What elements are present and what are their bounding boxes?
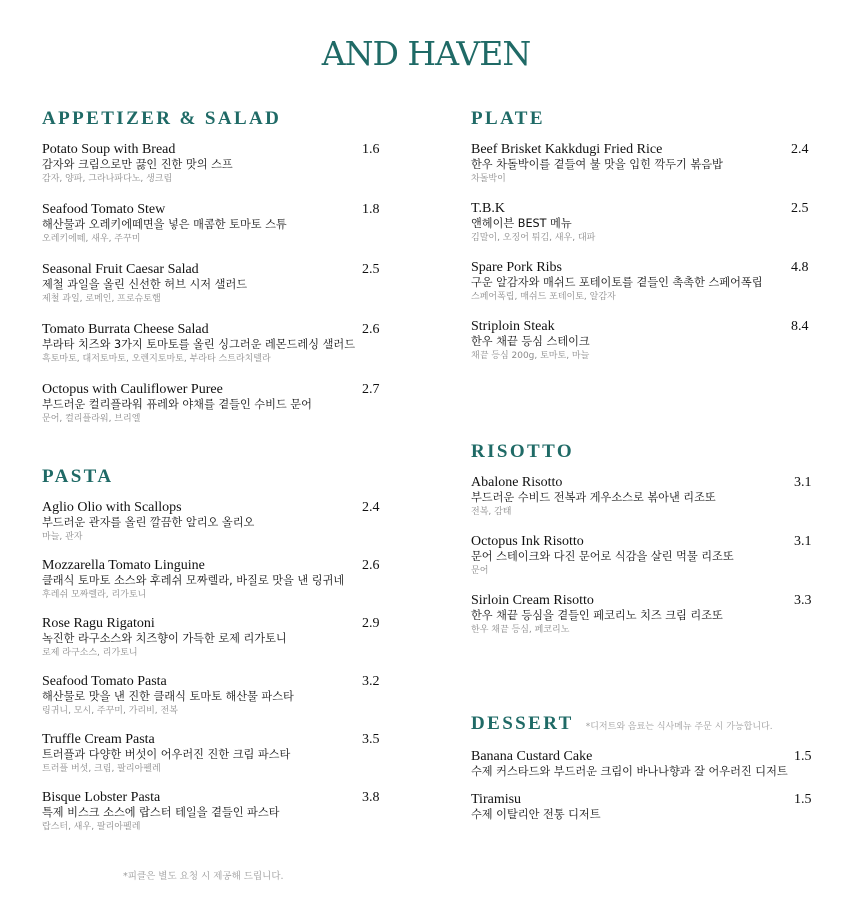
dessert-note: *디저트와 음료는 식사메뉴 주문 시 가능합니다. (585, 722, 773, 732)
menu-item-description: 한우 차돌박이를 곁들여 불 맛을 입힌 깍두기 볶음밥 (471, 158, 723, 171)
menu-item-price: 3.5 (362, 732, 380, 747)
menu-item-ingredients: 문어, 컬리플라워, 브리엘 (42, 414, 141, 424)
menu-item-description: 앤헤이븐 BEST 메뉴 (471, 217, 572, 230)
menu-item-description: 한우 채끝 등심을 곁들인 페코리노 치즈 크림 리조또 (471, 609, 723, 622)
menu-item-name: Abalone Risotto (471, 475, 563, 490)
menu-item-ingredients: 스페어폭립, 매쉬드 포테이토, 알감자 (471, 292, 616, 302)
menu-item-description: 클래식 토마토 소스와 후레쉬 모짜렐라, 바질로 맛을 낸 링귀네 (42, 574, 345, 587)
menu-item-price: 2.4 (791, 142, 809, 157)
menu-item (471, 534, 816, 578)
menu-item-description: 부드러운 수비드 전복과 게우소스로 볶아낸 리조또 (471, 491, 716, 504)
menu-item-name: Beef Brisket Kakkdugi Fried Rice (471, 142, 663, 157)
section-risotto (471, 441, 816, 637)
menu-item-ingredients: 흑토마토, 대저토마토, 오렌지토마토, 부라타 스트라치텔라 (42, 354, 271, 364)
menu-item (42, 616, 387, 660)
menu-item-name: T.B.K (471, 201, 505, 216)
menu-item-name: Potato Soup with Bread (42, 142, 176, 157)
menu-item-price: 3.1 (794, 534, 812, 549)
menu-item (42, 142, 387, 186)
section-heading-plate: PLATE (471, 108, 545, 129)
menu-item-name: Truffle Cream Pasta (42, 732, 155, 747)
menu-item-description: 해산물과 오레키에떼면을 넣은 매콤한 토마토 스튜 (42, 218, 287, 231)
menu-item-name: Tiramisu (471, 792, 522, 807)
menu-item-name: Seafood Tomato Pasta (42, 674, 167, 689)
menu-item (471, 593, 816, 637)
pickle-note: *피클은 별도 요청 시 제공해 드립니다. (123, 871, 284, 882)
menu-item-price: 3.1 (794, 475, 812, 490)
menu-item-name: Sirloin Cream Risotto (471, 593, 594, 608)
menu-item-name: Bisque Lobster Pasta (42, 790, 161, 805)
menu-item-name: Mozzarella Tomato Linguine (42, 558, 205, 573)
menu-item-description: 감자와 크림으로만 끓인 진한 맛의 스프 (42, 158, 233, 171)
menu-item-price: 2.9 (362, 616, 380, 631)
menu-item-name: Rose Ragu Rigatoni (42, 616, 155, 631)
menu-item (42, 674, 387, 718)
menu-item (471, 260, 816, 304)
menu-item-description: 부드러운 관자를 올린 깔끔한 알리오 올리오 (42, 516, 255, 529)
menu-item-ingredients: 링귀니, 모시, 주꾸미, 가리비, 전복 (42, 706, 178, 716)
menu-item-name: Octopus Ink Risotto (471, 534, 584, 549)
menu-item-ingredients: 채끝 등심 200g, 토마토, 마늘 (471, 351, 590, 361)
menu-item (42, 732, 387, 776)
menu-item-description: 녹진한 라구소스와 치즈향이 가득한 로제 리가토니 (42, 632, 287, 645)
menu-item (42, 558, 387, 602)
menu-item (42, 262, 387, 306)
menu-item-price: 2.5 (362, 262, 380, 277)
pasta-item-list (42, 500, 387, 834)
appetizer-item-list (42, 142, 387, 426)
menu-item-price: 3.2 (362, 674, 380, 689)
menu-item-price: 2.5 (791, 201, 809, 216)
menu-item-name: Octopus with Cauliflower Puree (42, 382, 223, 397)
menu-item-description: 수제 커스타드와 부드러운 크림이 바나나향과 잘 어우러진 디저트 (471, 765, 788, 778)
menu-item-ingredients: 전복, 감태 (471, 507, 512, 517)
menu-item (42, 382, 387, 426)
menu-item-ingredients: 랍스터, 새우, 팔리아펠레 (42, 822, 141, 832)
plate-item-list (471, 142, 816, 363)
menu-item-name: Tomato Burrata Cheese Salad (42, 322, 209, 337)
menu-item (471, 792, 831, 822)
menu-item-description: 제철 과일을 올린 신선한 허브 시저 샐러드 (42, 278, 248, 291)
menu-item-price: 2.4 (362, 500, 380, 515)
menu-item (471, 142, 816, 186)
menu-item-price: 8.4 (791, 319, 809, 334)
menu-item-price: 2.6 (362, 558, 380, 573)
menu-item-description: 특제 비스크 소스에 랍스터 테일을 곁들인 파스타 (42, 806, 280, 819)
menu-item-description: 수제 이탈리안 전통 디저트 (471, 808, 601, 821)
menu-item-ingredients: 차돌박이 (471, 174, 506, 184)
section-heading-dessert: DESSERT (471, 713, 574, 734)
menu-item-description: 부드러운 컬리플라워 퓨레와 야채를 곁들인 수비드 문어 (42, 398, 312, 411)
menu-item (471, 319, 816, 363)
menu-item (471, 749, 831, 779)
menu-item-ingredients: 트러플 버섯, 크림, 팔리아펠레 (42, 764, 161, 774)
menu-item (471, 201, 816, 245)
menu-item-ingredients: 마늘, 관자 (42, 532, 83, 542)
menu-item-price: 2.7 (362, 382, 380, 397)
section-pasta (42, 466, 387, 834)
menu-item-ingredients: 감자, 양파, 그라나파다노, 생크림 (42, 174, 173, 184)
risotto-item-list (471, 475, 816, 637)
restaurant-logo: AND HAVEN (321, 34, 531, 73)
menu-item-price: 2.6 (362, 322, 380, 337)
section-heading-pasta: PASTA (42, 466, 114, 487)
menu-item-price: 1.5 (794, 749, 812, 764)
menu-item (471, 475, 816, 519)
menu-item-price: 3.3 (794, 593, 812, 608)
menu-item-ingredients: 한우 채끝 등심, 페코리노 (471, 625, 570, 635)
menu-item (42, 202, 387, 246)
menu-item-ingredients: 오레키에떼, 새우, 주꾸미 (42, 234, 141, 244)
section-plate (471, 108, 816, 363)
dessert-item-list (471, 749, 831, 822)
menu-item-description: 트러플과 다양한 버섯이 어우러진 진한 크림 파스타 (42, 748, 291, 761)
menu-item-name: Seasonal Fruit Caesar Salad (42, 262, 199, 277)
menu-item-description: 해산물로 맛을 낸 진한 클래식 토마토 해산물 파스타 (42, 690, 294, 703)
menu-item-name: Striploin Steak (471, 319, 555, 334)
menu-item-price: 1.6 (362, 142, 380, 157)
section-heading-risotto: RISOTTO (471, 441, 575, 462)
section-dessert (471, 713, 831, 822)
menu-item-description: 문어 스테이크와 다진 문어로 식감을 살린 먹물 리조또 (471, 550, 734, 563)
menu-item (42, 500, 387, 544)
menu-item-price: 3.8 (362, 790, 380, 805)
menu-item-ingredients: 로제 라구소스, 리가토니 (42, 648, 138, 658)
menu-item-ingredients: 김말이, 오징어 튀김, 새우, 대파 (471, 233, 596, 243)
menu-item-name: Spare Pork Ribs (471, 260, 562, 275)
menu-item-description: 부라타 치즈와 3가지 토마토를 올린 싱그러운 레몬드레싱 샐러드 (42, 338, 355, 351)
menu-item-ingredients: 제철 과일, 로메인, 프로슈토햄 (42, 294, 161, 304)
menu-item (42, 322, 387, 366)
menu-item-ingredients: 문어 (471, 566, 489, 576)
menu-item-price: 1.5 (794, 792, 812, 807)
menu-item-description: 한우 채끝 등심 스테이크 (471, 335, 590, 348)
section-appetizer-salad (42, 108, 387, 426)
menu-item-price: 1.8 (362, 202, 380, 217)
menu-item-name: Banana Custard Cake (471, 749, 593, 764)
menu-item-name: Seafood Tomato Stew (42, 202, 166, 217)
menu-item-description: 구운 알감자와 매쉬드 포테이토를 곁들인 촉촉한 스페어폭립 (471, 276, 763, 289)
menu-item-ingredients: 후레쉬 모짜렐라, 리가토니 (42, 590, 147, 600)
menu-item-name: Aglio Olio with Scallops (42, 500, 182, 515)
menu-item-price: 4.8 (791, 260, 809, 275)
menu-item (42, 790, 387, 834)
section-heading-appetizer: APPETIZER & SALAD (42, 108, 282, 129)
